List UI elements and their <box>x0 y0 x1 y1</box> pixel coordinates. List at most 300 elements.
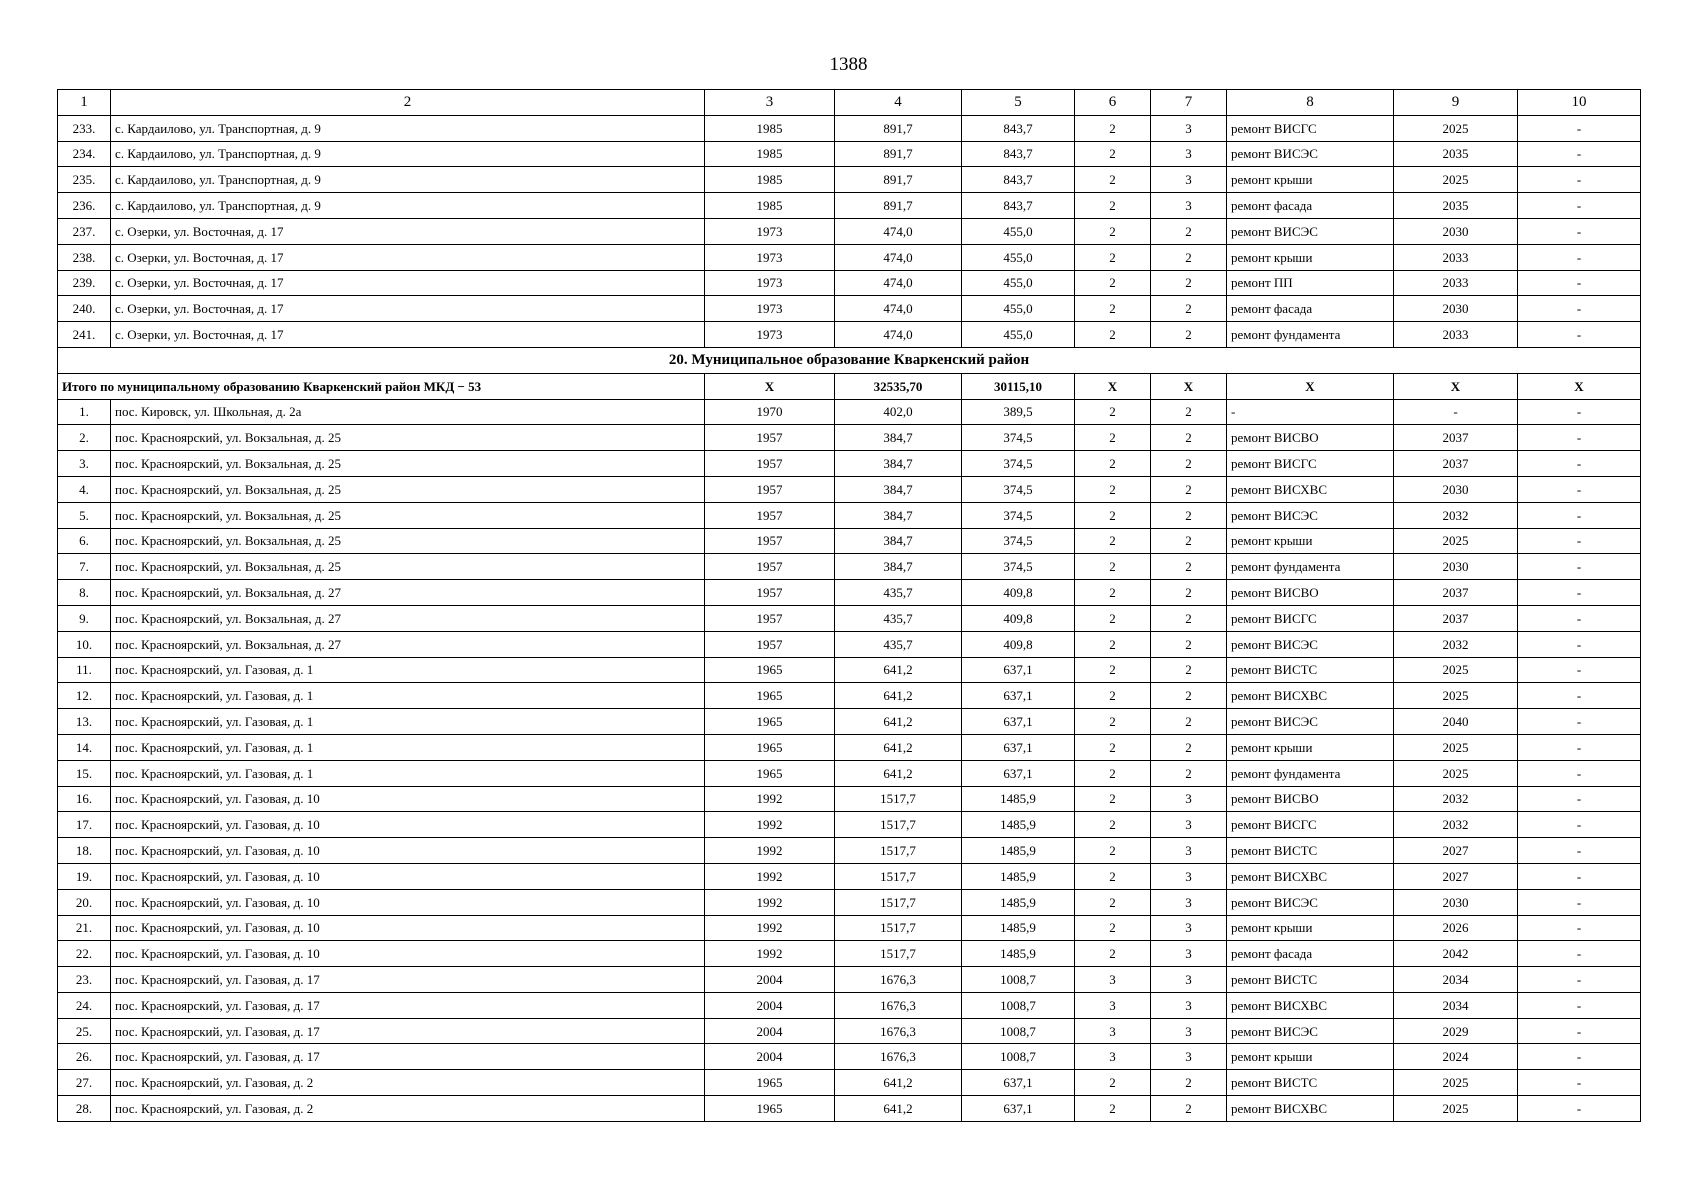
total-col-7: Х <box>1151 373 1227 399</box>
cell-col-4: 641,2 <box>835 683 962 709</box>
table-row <box>58 915 1641 941</box>
cell-col-6: 2 <box>1075 889 1151 915</box>
cell-col-2: пос. Красноярский, ул. Газовая, д. 17 <box>111 992 705 1018</box>
cell-col-5: 374,5 <box>962 476 1075 502</box>
cell-col-9: 2030 <box>1394 218 1518 244</box>
table-row <box>58 605 1641 631</box>
cell-col-2: пос. Красноярский, ул. Вокзальная, д. 25 <box>111 476 705 502</box>
cell-col-7: 2 <box>1151 476 1227 502</box>
cell-col-2: с. Кардаилово, ул. Транспортная, д. 9 <box>111 167 705 193</box>
cell-col-9: 2042 <box>1394 941 1518 967</box>
cell-col-6: 2 <box>1075 1070 1151 1096</box>
page-number: 1388 <box>829 54 868 75</box>
cell-col-6: 2 <box>1075 115 1151 141</box>
cell-col-1: 237. <box>58 218 111 244</box>
cell-col-4: 435,7 <box>835 580 962 606</box>
cell-col-4: 474,0 <box>835 322 962 348</box>
cell-col-9: 2035 <box>1394 193 1518 219</box>
cell-col-4: 891,7 <box>835 115 962 141</box>
table-row <box>58 193 1641 219</box>
cell-col-1: 241. <box>58 322 111 348</box>
cell-col-6: 2 <box>1075 941 1151 967</box>
cell-col-10: - <box>1518 992 1641 1018</box>
cell-col-9: 2027 <box>1394 838 1518 864</box>
cell-col-4: 384,7 <box>835 451 962 477</box>
cell-col-1: 233. <box>58 115 111 141</box>
table-row <box>58 1070 1641 1096</box>
cell-col-5: 374,5 <box>962 425 1075 451</box>
cell-col-6: 2 <box>1075 296 1151 322</box>
cell-col-2: пос. Красноярский, ул. Вокзальная, д. 27 <box>111 580 705 606</box>
cell-col-5: 1485,9 <box>962 889 1075 915</box>
cell-col-3: 2004 <box>705 1044 835 1070</box>
cell-col-2: пос. Красноярский, ул. Газовая, д. 1 <box>111 683 705 709</box>
cell-col-6: 2 <box>1075 709 1151 735</box>
cell-col-1: 10. <box>58 631 111 657</box>
cell-col-10: - <box>1518 244 1641 270</box>
cell-col-1: 22. <box>58 941 111 967</box>
cell-col-8: ремонт ВИСГС <box>1227 605 1394 631</box>
cell-col-8: ремонт ВИСЭС <box>1227 1018 1394 1044</box>
cell-col-5: 1008,7 <box>962 1044 1075 1070</box>
column-number-8: 8 <box>1227 90 1394 116</box>
cell-col-3: 1992 <box>705 941 835 967</box>
cell-col-1: 28. <box>58 1096 111 1122</box>
cell-col-5: 637,1 <box>962 1096 1075 1122</box>
cell-col-6: 2 <box>1075 863 1151 889</box>
column-number-7: 7 <box>1151 90 1227 116</box>
total-col-4: 32535,70 <box>835 373 962 399</box>
cell-col-7: 2 <box>1151 760 1227 786</box>
cell-col-7: 2 <box>1151 1070 1227 1096</box>
cell-col-2: пос. Красноярский, ул. Газовая, д. 1 <box>111 709 705 735</box>
cell-col-1: 18. <box>58 838 111 864</box>
cell-col-7: 3 <box>1151 915 1227 941</box>
cell-col-6: 2 <box>1075 425 1151 451</box>
cell-col-8: ремонт крыши <box>1227 915 1394 941</box>
table-row <box>58 992 1641 1018</box>
cell-col-9: 2032 <box>1394 631 1518 657</box>
cell-col-9: 2027 <box>1394 863 1518 889</box>
cell-col-4: 474,0 <box>835 244 962 270</box>
cell-col-3: 1957 <box>705 502 835 528</box>
cell-col-3: 1973 <box>705 244 835 270</box>
table-row <box>58 1096 1641 1122</box>
cell-col-7: 2 <box>1151 580 1227 606</box>
cell-col-1: 7. <box>58 554 111 580</box>
total-col-10: Х <box>1518 373 1641 399</box>
cell-col-7: 2 <box>1151 554 1227 580</box>
cell-col-2: пос. Красноярский, ул. Газовая, д. 10 <box>111 812 705 838</box>
cell-col-8: ремонт ВИСВО <box>1227 580 1394 606</box>
cell-col-9: 2030 <box>1394 889 1518 915</box>
table-row <box>58 631 1641 657</box>
cell-col-7: 2 <box>1151 425 1227 451</box>
cell-col-8: ремонт ВИСЭС <box>1227 218 1394 244</box>
cell-col-4: 641,2 <box>835 657 962 683</box>
cell-col-7: 3 <box>1151 1044 1227 1070</box>
table-row <box>58 502 1641 528</box>
cell-col-8: ремонт ВИСХВС <box>1227 992 1394 1018</box>
cell-col-8: ремонт ПП <box>1227 270 1394 296</box>
cell-col-2: пос. Красноярский, ул. Газовая, д. 10 <box>111 915 705 941</box>
cell-col-3: 1965 <box>705 709 835 735</box>
cell-col-9: 2037 <box>1394 451 1518 477</box>
total-col-9: Х <box>1394 373 1518 399</box>
cell-col-4: 474,0 <box>835 270 962 296</box>
cell-col-3: 1957 <box>705 528 835 554</box>
cell-col-2: с. Кардаилово, ул. Транспортная, д. 9 <box>111 193 705 219</box>
cell-col-4: 384,7 <box>835 528 962 554</box>
cell-col-3: 1992 <box>705 838 835 864</box>
cell-col-5: 374,5 <box>962 502 1075 528</box>
table-row <box>58 244 1641 270</box>
cell-col-8: ремонт ВИСЭС <box>1227 709 1394 735</box>
cell-col-2: пос. Красноярский, ул. Вокзальная, д. 27 <box>111 605 705 631</box>
table-row <box>58 115 1641 141</box>
column-number-4: 4 <box>835 90 962 116</box>
cell-col-4: 891,7 <box>835 141 962 167</box>
cell-col-1: 13. <box>58 709 111 735</box>
table-row <box>58 322 1641 348</box>
cell-col-5: 843,7 <box>962 167 1075 193</box>
cell-col-9: 2032 <box>1394 786 1518 812</box>
table-row <box>58 734 1641 760</box>
cell-col-5: 637,1 <box>962 734 1075 760</box>
cell-col-6: 2 <box>1075 915 1151 941</box>
cell-col-10: - <box>1518 167 1641 193</box>
cell-col-9: 2033 <box>1394 244 1518 270</box>
cell-col-10: - <box>1518 193 1641 219</box>
cell-col-6: 2 <box>1075 244 1151 270</box>
column-number-3: 3 <box>705 90 835 116</box>
cell-col-6: 2 <box>1075 786 1151 812</box>
cell-col-2: с. Озерки, ул. Восточная, д. 17 <box>111 244 705 270</box>
cell-col-10: - <box>1518 1096 1641 1122</box>
cell-col-3: 1985 <box>705 167 835 193</box>
cell-col-2: пос. Красноярский, ул. Газовая, д. 17 <box>111 967 705 993</box>
cell-col-10: - <box>1518 399 1641 425</box>
table-body <box>58 90 1641 1122</box>
column-number-5: 5 <box>962 90 1075 116</box>
cell-col-2: пос. Красноярский, ул. Газовая, д. 10 <box>111 941 705 967</box>
cell-col-1: 240. <box>58 296 111 322</box>
cell-col-1: 3. <box>58 451 111 477</box>
column-number-row <box>58 90 1641 116</box>
cell-col-8: ремонт ВИСГС <box>1227 812 1394 838</box>
cell-col-3: 1992 <box>705 812 835 838</box>
cell-col-7: 2 <box>1151 683 1227 709</box>
cell-col-3: 1992 <box>705 889 835 915</box>
cell-col-8: ремонт фасада <box>1227 193 1394 219</box>
cell-col-7: 3 <box>1151 1018 1227 1044</box>
cell-col-2: пос. Красноярский, ул. Газовая, д. 17 <box>111 1018 705 1044</box>
cell-col-8: ремонт ВИСЭС <box>1227 889 1394 915</box>
cell-col-4: 384,7 <box>835 476 962 502</box>
cell-col-7: 2 <box>1151 528 1227 554</box>
cell-col-4: 474,0 <box>835 296 962 322</box>
table-row <box>58 218 1641 244</box>
cell-col-1: 17. <box>58 812 111 838</box>
cell-col-3: 1965 <box>705 760 835 786</box>
cell-col-8: ремонт ВИСХВС <box>1227 476 1394 502</box>
cell-col-6: 2 <box>1075 451 1151 477</box>
cell-col-3: 1985 <box>705 141 835 167</box>
cell-col-2: пос. Красноярский, ул. Газовая, д. 10 <box>111 838 705 864</box>
cell-col-9: 2033 <box>1394 322 1518 348</box>
cell-col-2: с. Озерки, ул. Восточная, д. 17 <box>111 322 705 348</box>
cell-col-10: - <box>1518 657 1641 683</box>
column-number-2: 2 <box>111 90 705 116</box>
cell-col-5: 455,0 <box>962 270 1075 296</box>
column-number-9: 9 <box>1394 90 1518 116</box>
table-row <box>58 425 1641 451</box>
cell-col-8: ремонт ВИСТС <box>1227 967 1394 993</box>
cell-col-1: 8. <box>58 580 111 606</box>
cell-col-9: 2029 <box>1394 1018 1518 1044</box>
cell-col-8: ремонт фасада <box>1227 296 1394 322</box>
cell-col-9: 2024 <box>1394 1044 1518 1070</box>
cell-col-8: ремонт крыши <box>1227 528 1394 554</box>
column-number-1: 1 <box>58 90 111 116</box>
cell-col-5: 389,5 <box>962 399 1075 425</box>
cell-col-7: 3 <box>1151 141 1227 167</box>
cell-col-6: 2 <box>1075 760 1151 786</box>
cell-col-1: 239. <box>58 270 111 296</box>
cell-col-4: 1517,7 <box>835 941 962 967</box>
cell-col-10: - <box>1518 631 1641 657</box>
cell-col-10: - <box>1518 322 1641 348</box>
cell-col-1: 26. <box>58 1044 111 1070</box>
table-row <box>58 528 1641 554</box>
cell-col-7: 2 <box>1151 631 1227 657</box>
cell-col-8: - <box>1227 399 1394 425</box>
cell-col-9: 2030 <box>1394 476 1518 502</box>
cell-col-4: 1517,7 <box>835 863 962 889</box>
cell-col-7: 2 <box>1151 709 1227 735</box>
cell-col-10: - <box>1518 760 1641 786</box>
cell-col-4: 641,2 <box>835 1070 962 1096</box>
cell-col-9: 2030 <box>1394 554 1518 580</box>
cell-col-7: 3 <box>1151 786 1227 812</box>
cell-col-2: пос. Красноярский, ул. Вокзальная, д. 25 <box>111 528 705 554</box>
cell-col-10: - <box>1518 683 1641 709</box>
cell-col-6: 2 <box>1075 1096 1151 1122</box>
cell-col-1: 2. <box>58 425 111 451</box>
cell-col-3: 1992 <box>705 915 835 941</box>
table-row <box>58 838 1641 864</box>
cell-col-2: пос. Красноярский, ул. Вокзальная, д. 25 <box>111 502 705 528</box>
cell-col-4: 1517,7 <box>835 915 962 941</box>
cell-col-8: ремонт ВИСГС <box>1227 115 1394 141</box>
cell-col-10: - <box>1518 476 1641 502</box>
cell-col-6: 2 <box>1075 322 1151 348</box>
cell-col-7: 2 <box>1151 399 1227 425</box>
cell-col-3: 1973 <box>705 322 835 348</box>
cell-col-1: 9. <box>58 605 111 631</box>
cell-col-7: 2 <box>1151 605 1227 631</box>
cell-col-2: пос. Красноярский, ул. Вокзальная, д. 27 <box>111 631 705 657</box>
cell-col-1: 15. <box>58 760 111 786</box>
cell-col-8: ремонт ВИСЭС <box>1227 631 1394 657</box>
cell-col-2: с. Озерки, ул. Восточная, д. 17 <box>111 218 705 244</box>
cell-col-1: 19. <box>58 863 111 889</box>
cell-col-10: - <box>1518 709 1641 735</box>
cell-col-10: - <box>1518 141 1641 167</box>
cell-col-3: 1973 <box>705 270 835 296</box>
cell-col-3: 1957 <box>705 605 835 631</box>
section-heading-row <box>58 347 1641 373</box>
cell-col-5: 1008,7 <box>962 1018 1075 1044</box>
cell-col-10: - <box>1518 451 1641 477</box>
cell-col-6: 2 <box>1075 605 1151 631</box>
cell-col-9: 2025 <box>1394 657 1518 683</box>
cell-col-5: 1008,7 <box>962 967 1075 993</box>
cell-col-1: 20. <box>58 889 111 915</box>
cell-col-4: 384,7 <box>835 554 962 580</box>
cell-col-4: 1517,7 <box>835 786 962 812</box>
cell-col-10: - <box>1518 296 1641 322</box>
cell-col-5: 1485,9 <box>962 838 1075 864</box>
cell-col-3: 1970 <box>705 399 835 425</box>
cell-col-6: 2 <box>1075 838 1151 864</box>
cell-col-4: 402,0 <box>835 399 962 425</box>
table-row <box>58 967 1641 993</box>
column-number-10: 10 <box>1518 90 1641 116</box>
cell-col-4: 641,2 <box>835 760 962 786</box>
table-row <box>58 270 1641 296</box>
cell-col-5: 455,0 <box>962 322 1075 348</box>
cell-col-5: 374,5 <box>962 451 1075 477</box>
cell-col-6: 2 <box>1075 476 1151 502</box>
cell-col-8: ремонт фундамента <box>1227 760 1394 786</box>
cell-col-5: 843,7 <box>962 193 1075 219</box>
cell-col-4: 1517,7 <box>835 889 962 915</box>
cell-col-6: 2 <box>1075 167 1151 193</box>
cell-col-3: 1957 <box>705 580 835 606</box>
cell-col-9: 2037 <box>1394 425 1518 451</box>
cell-col-1: 235. <box>58 167 111 193</box>
cell-col-5: 455,0 <box>962 296 1075 322</box>
cell-col-4: 435,7 <box>835 605 962 631</box>
cell-col-6: 2 <box>1075 399 1151 425</box>
cell-col-2: с. Озерки, ул. Восточная, д. 17 <box>111 270 705 296</box>
cell-col-1: 24. <box>58 992 111 1018</box>
cell-col-1: 27. <box>58 1070 111 1096</box>
cell-col-5: 409,8 <box>962 605 1075 631</box>
table-row <box>58 451 1641 477</box>
cell-col-5: 843,7 <box>962 141 1075 167</box>
table-row <box>58 709 1641 735</box>
cell-col-9: 2032 <box>1394 812 1518 838</box>
table-row <box>58 296 1641 322</box>
cell-col-3: 1992 <box>705 863 835 889</box>
table-row <box>58 167 1641 193</box>
cell-col-3: 1965 <box>705 657 835 683</box>
cell-col-7: 3 <box>1151 889 1227 915</box>
cell-col-9: 2025 <box>1394 1070 1518 1096</box>
table-row <box>58 786 1641 812</box>
cell-col-8: ремонт ВИСХВС <box>1227 863 1394 889</box>
table-row <box>58 580 1641 606</box>
total-label: Итого по муниципальному образованию Кваркенский район МКД − 53 <box>58 373 705 399</box>
cell-col-2: пос. Красноярский, ул. Газовая, д. 10 <box>111 786 705 812</box>
cell-col-3: 1965 <box>705 734 835 760</box>
cell-col-7: 3 <box>1151 967 1227 993</box>
cell-col-8: ремонт фундамента <box>1227 322 1394 348</box>
cell-col-6: 3 <box>1075 967 1151 993</box>
cell-col-6: 2 <box>1075 554 1151 580</box>
cell-col-8: ремонт ВИСТС <box>1227 1070 1394 1096</box>
cell-col-3: 2004 <box>705 967 835 993</box>
cell-col-9: 2026 <box>1394 915 1518 941</box>
cell-col-9: 2025 <box>1394 760 1518 786</box>
cell-col-5: 1485,9 <box>962 941 1075 967</box>
cell-col-10: - <box>1518 812 1641 838</box>
cell-col-9: 2025 <box>1394 115 1518 141</box>
cell-col-1: 12. <box>58 683 111 709</box>
cell-col-1: 234. <box>58 141 111 167</box>
cell-col-1: 23. <box>58 967 111 993</box>
cell-col-6: 3 <box>1075 1044 1151 1070</box>
cell-col-10: - <box>1518 425 1641 451</box>
cell-col-6: 3 <box>1075 992 1151 1018</box>
cell-col-7: 2 <box>1151 270 1227 296</box>
table-row <box>58 812 1641 838</box>
cell-col-9: 2025 <box>1394 683 1518 709</box>
cell-col-9: - <box>1394 399 1518 425</box>
cell-col-10: - <box>1518 889 1641 915</box>
cell-col-3: 1957 <box>705 451 835 477</box>
cell-col-2: пос. Красноярский, ул. Вокзальная, д. 25 <box>111 425 705 451</box>
cell-col-9: 2040 <box>1394 709 1518 735</box>
cell-col-5: 409,8 <box>962 631 1075 657</box>
cell-col-10: - <box>1518 218 1641 244</box>
total-col-8: Х <box>1227 373 1394 399</box>
capital-repair-table <box>57 89 1641 1122</box>
cell-col-6: 2 <box>1075 528 1151 554</box>
table-row <box>58 941 1641 967</box>
cell-col-2: с. Кардаилово, ул. Транспортная, д. 9 <box>111 115 705 141</box>
cell-col-2: пос. Красноярский, ул. Газовая, д. 10 <box>111 863 705 889</box>
cell-col-1: 14. <box>58 734 111 760</box>
cell-col-8: ремонт фундамента <box>1227 554 1394 580</box>
cell-col-2: пос. Красноярский, ул. Газовая, д. 1 <box>111 657 705 683</box>
table-row <box>58 1044 1641 1070</box>
cell-col-10: - <box>1518 605 1641 631</box>
cell-col-10: - <box>1518 580 1641 606</box>
cell-col-10: - <box>1518 941 1641 967</box>
table-row <box>58 1018 1641 1044</box>
section-title: 20. Муниципальное образование Кваркенский район <box>58 347 1641 373</box>
cell-col-2: пос. Красноярский, ул. Вокзальная, д. 25 <box>111 451 705 477</box>
cell-col-5: 455,0 <box>962 218 1075 244</box>
cell-col-10: - <box>1518 838 1641 864</box>
cell-col-6: 2 <box>1075 141 1151 167</box>
cell-col-2: с. Озерки, ул. Восточная, д. 17 <box>111 296 705 322</box>
cell-col-10: - <box>1518 1070 1641 1096</box>
cell-col-8: ремонт крыши <box>1227 244 1394 270</box>
cell-col-2: пос. Красноярский, ул. Газовая, д. 10 <box>111 889 705 915</box>
cell-col-8: ремонт ВИСТС <box>1227 838 1394 864</box>
cell-col-1: 236. <box>58 193 111 219</box>
cell-col-9: 2025 <box>1394 734 1518 760</box>
cell-col-8: ремонт крыши <box>1227 1044 1394 1070</box>
cell-col-4: 474,0 <box>835 218 962 244</box>
cell-col-9: 2025 <box>1394 167 1518 193</box>
cell-col-10: - <box>1518 863 1641 889</box>
cell-col-7: 3 <box>1151 167 1227 193</box>
